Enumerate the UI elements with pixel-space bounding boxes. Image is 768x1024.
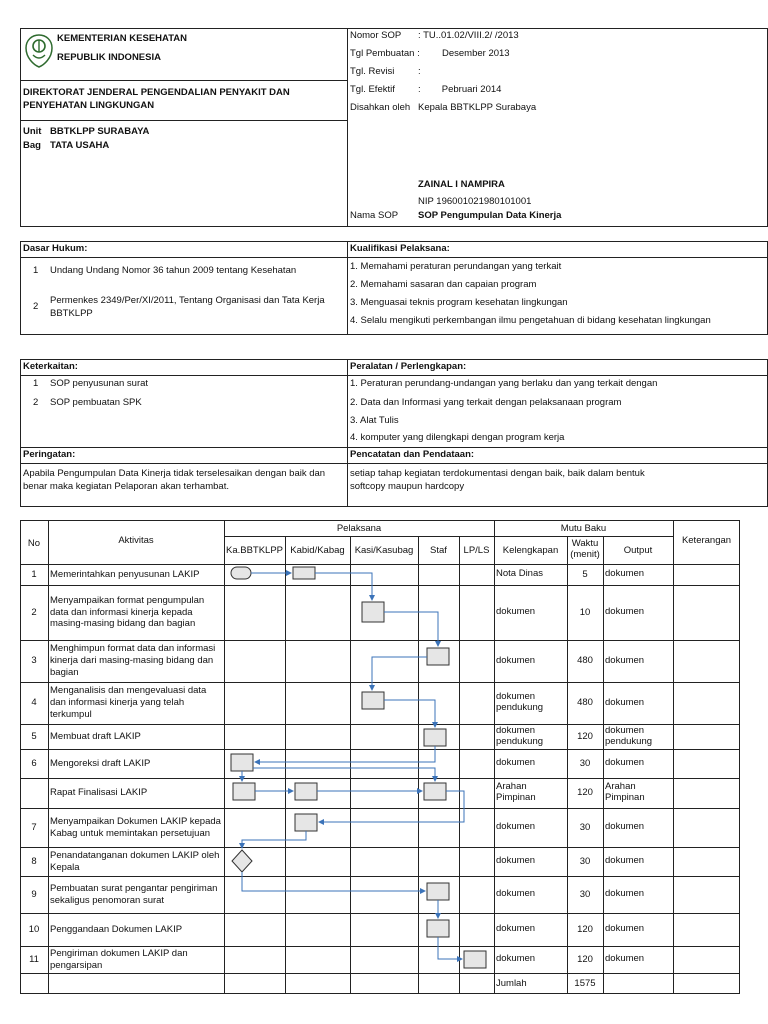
row-activity: Memerintahkan penyusunan LAKIP	[50, 568, 200, 580]
meta-label-nomor: Nomor SOP	[350, 30, 402, 41]
row-output: dokumen	[605, 696, 645, 708]
pencatatan-text: setiap tahap kegiatan terdokumentasi dengan baik, baik dalam bentuk softcopy maupun hardcopy	[350, 468, 645, 492]
meta-label-pembuatan: Tgl Pembuatan :	[350, 48, 420, 59]
row-number: 5	[31, 730, 37, 742]
kualifikasi-title: Kualifikasi Pelaksana:	[350, 243, 450, 254]
keterkaitan-item-text: SOP penyusunan surat	[50, 378, 149, 389]
row-waktu: 480	[577, 655, 593, 666]
row-kelengkapan: dokumen pendukung	[496, 691, 544, 713]
bag-label: Bag	[23, 140, 41, 151]
row-number: 10	[28, 923, 40, 935]
total-label: Jumlah	[496, 978, 527, 989]
total-value: 1575	[574, 978, 596, 989]
row-activity: Rapat Finalisasi LAKIP	[50, 787, 148, 799]
row-number: 7	[31, 821, 37, 833]
col-header-pelaksana: Pelaksana	[336, 523, 382, 534]
col-header-output: Output	[623, 545, 653, 556]
meta-value-disahkan: Kepala BBTKLPP Surabaya	[418, 102, 537, 113]
sop-name-label: Nama SOP	[350, 210, 399, 221]
flow-process-box	[427, 920, 449, 937]
flow-connector	[372, 657, 427, 690]
flow-process-box	[231, 754, 253, 771]
row-waktu: 30	[579, 855, 591, 867]
row-kelengkapan: dokumen	[496, 953, 536, 965]
row-activity: Penggandaan Dokumen LAKIP	[50, 923, 183, 935]
bag-value: TATA USAHA	[50, 140, 110, 151]
keterkaitan-title: Keterkaitan:	[23, 361, 78, 372]
row-waktu: 120	[577, 730, 593, 742]
flow-process-box	[362, 602, 384, 622]
meta-value-efektif: : Pebruari 2014	[418, 84, 502, 95]
meta-label-efektif: Tgl. Efektif	[350, 84, 395, 95]
row-kelengkapan: dokumen	[496, 888, 536, 900]
row-number: 3	[31, 655, 37, 666]
row-kelengkapan: dokumen	[496, 654, 536, 666]
flow-process-box	[293, 567, 315, 579]
meta-label-disahkan: Disahkan oleh	[350, 102, 411, 113]
peralatan-title: Peralatan / Perlengkapan:	[350, 361, 467, 372]
row-waktu: 120	[577, 923, 593, 935]
keterkaitan-item-text: SOP pembuatan SPK	[50, 397, 142, 408]
row-activity: Menghimpun format data dan informasi kinerja dari masing-masing bidang dan bagian	[50, 643, 216, 678]
flow-connector	[315, 573, 372, 600]
dasar-hukum-item-text: Permenkes 2349/Per/XI/2011, Tentang Organisasi dan Tata Kerja BBTKLPP	[50, 295, 325, 319]
dasar-hukum-item-no: 1	[33, 265, 39, 276]
row-kelengkapan: dokumen	[496, 855, 536, 867]
row-number: 1	[31, 568, 37, 580]
row-kelengkapan: dokumen	[496, 757, 536, 769]
row-waktu: 30	[579, 757, 591, 769]
row-activity: Mengoreksi draft LAKIP	[50, 757, 151, 769]
pencatatan-title: Pencatatan dan Pendataan:	[350, 449, 475, 460]
sop-name-value: SOP Pengumpulan Data Kinerja	[418, 210, 562, 221]
signer-name: ZAINAL I NAMPIRA	[418, 179, 505, 190]
col-header-pelaksana-role: Staf	[430, 545, 447, 556]
flow-process-box	[424, 729, 446, 746]
row-activity: Pengiriman dokumen LAKIP dan pengarsipan	[50, 947, 188, 971]
keterkaitan-item-no: 1	[33, 378, 39, 389]
flow-connector	[384, 700, 435, 727]
flow-connector	[255, 746, 435, 762]
col-header-kelengkapan: Kelengkapan	[502, 545, 559, 556]
row-waktu: 480	[577, 697, 593, 708]
flow-process-box	[427, 648, 449, 665]
row-output: dokumen	[605, 821, 645, 833]
row-waktu: 10	[579, 606, 591, 618]
flow-terminator-start	[231, 567, 251, 579]
flow-connector	[242, 831, 306, 848]
col-header-mutu: Mutu Baku	[560, 523, 607, 534]
col-header-pelaksana-role: LP/LS	[463, 545, 490, 556]
row-number: 6	[31, 757, 37, 769]
flow-process-box	[295, 783, 317, 800]
kualifikasi-item: 4. Selalu mengikuti perkembangan ilmu pengetahuan di bidang kesehatan lingkungan	[350, 315, 711, 326]
row-waktu: 5	[582, 568, 588, 580]
row-waktu: 30	[579, 821, 591, 833]
meta-label-revisi: Tgl. Revisi	[350, 66, 395, 77]
flow-connector	[253, 768, 435, 781]
row-output: dokumen pendukung	[605, 725, 653, 747]
row-activity: Pembuatan surat pengantar pengiriman sekaligus penomoran surat	[50, 882, 218, 906]
row-activity: Penandatanganan dokumen LAKIP oleh Kepala	[50, 849, 220, 873]
row-output: dokumen	[605, 568, 645, 580]
col-header-no: No	[27, 538, 41, 549]
col-header-pelaksana-role: Kabid/Kabag	[290, 545, 345, 556]
row-activity: Menganalisis dan mengevaluasi data dan informasi kinerja yang telah terkumpul	[50, 685, 207, 720]
meta-value-revisi: :	[418, 66, 421, 77]
meta-value-nomor: : TU..01.02/VIII.2/ /2013	[418, 30, 519, 41]
row-output: dokumen	[605, 654, 645, 666]
unit-value: BBTKLPP SURABAYA	[50, 126, 150, 137]
col-header-aktivitas: Aktivitas	[118, 535, 154, 546]
row-waktu: 30	[579, 888, 591, 900]
col-header-pelaksana-role: Kasi/Kasubag	[354, 545, 414, 556]
row-number: 9	[31, 888, 37, 900]
row-output: dokumen	[605, 888, 645, 900]
meta-value-pembuatan: Desember 2013	[442, 48, 510, 59]
flow-decision-diamond	[232, 850, 252, 872]
flow-connector	[242, 872, 425, 891]
row-kelengkapan: dokumen	[496, 606, 536, 618]
flow-process-box	[295, 814, 317, 831]
row-number: 11	[29, 953, 39, 965]
keterkaitan-item-no: 2	[33, 397, 39, 408]
flow-process-box	[427, 883, 449, 900]
country-name: REPUBLIK INDONESIA	[57, 52, 161, 63]
peralatan-item: 1. Peraturan perundang-undangan yang berlaku dan yang terkait dengan	[350, 378, 658, 389]
col-header-keterangan: Keterangan	[681, 535, 732, 546]
row-kelengkapan: Nota Dinas	[496, 568, 543, 580]
row-waktu: 120	[577, 953, 593, 965]
peralatan-item: 3. Alat Tulis	[350, 415, 399, 426]
row-activity: Membuat draft LAKIP	[50, 730, 141, 742]
row-kelengkapan: dokumen	[496, 821, 536, 833]
row-kelengkapan: dokumen pendukung	[496, 725, 544, 747]
dasar-hukum-title: Dasar Hukum:	[23, 243, 88, 254]
flow-process-box	[464, 951, 486, 968]
unit-label: Unit	[23, 126, 42, 137]
signer-nip: NIP 196001021980101001	[418, 196, 532, 207]
row-output: dokumen	[605, 855, 645, 867]
row-output: Arahan Pimpinan	[605, 781, 645, 803]
row-number: 4	[31, 697, 37, 708]
kualifikasi-item: 1. Memahami peraturan perundangan yang terkait	[350, 261, 562, 272]
peralatan-item: 4. komputer yang dilengkapi dengan program kerja	[350, 432, 565, 443]
flow-connector	[384, 612, 438, 646]
row-waktu: 120	[577, 787, 593, 798]
row-kelengkapan: dokumen	[496, 923, 536, 935]
dasar-hukum-item-no: 2	[33, 301, 39, 312]
flow-connector	[438, 937, 462, 959]
row-output: dokumen	[605, 757, 645, 769]
row-output: dokumen	[605, 923, 645, 935]
kualifikasi-item: 2. Memahami sasaran dan capaian program	[350, 279, 537, 290]
peringatan-text: Apabila Pengumpulan Data Kinerja tidak terselesaikan dengan baik dan benar maka kegiatan Pelaporan akan terhambat.	[23, 468, 326, 492]
directorate-name: DIREKTORAT JENDERAL PENGENDALIAN PENYAKIT DAN PENYEHATAN LINGKUNGAN	[23, 87, 290, 112]
peringatan-title: Peringatan:	[23, 449, 76, 460]
row-number: 2	[31, 606, 37, 618]
peralatan-item: 2. Data dan Informasi yang terkait dengan pelaksanaan program	[350, 397, 622, 408]
col-header-waktu: Waktu (menit)	[570, 538, 600, 561]
row-output: dokumen	[605, 606, 645, 618]
ministry-name: KEMENTERIAN KESEHATAN	[57, 33, 188, 44]
row-output: dokumen	[605, 953, 645, 965]
flow-process-box	[424, 783, 446, 800]
dasar-hukum-item-text: Undang Undang Nomor 36 tahun 2009 tentang Kesehatan	[50, 265, 297, 276]
col-header-pelaksana-role: Ka.BBTKLPP	[225, 545, 284, 556]
row-activity: Menyampaikan format pengumpulan data dan informasi kinerja kepada masing-masing bidang dan bagian	[50, 594, 205, 630]
row-kelengkapan: Arahan Pimpinan	[496, 781, 536, 803]
row-activity: Menyampaikan Dokumen LAKIP kepada Kabag untuk memintakan persetujuan	[50, 815, 221, 839]
row-number: 8	[31, 855, 37, 867]
flow-process-box	[362, 692, 384, 709]
kualifikasi-item: 3. Menguasai teknis program kesehatan lingkungan	[350, 297, 568, 308]
flow-process-box	[233, 783, 255, 800]
